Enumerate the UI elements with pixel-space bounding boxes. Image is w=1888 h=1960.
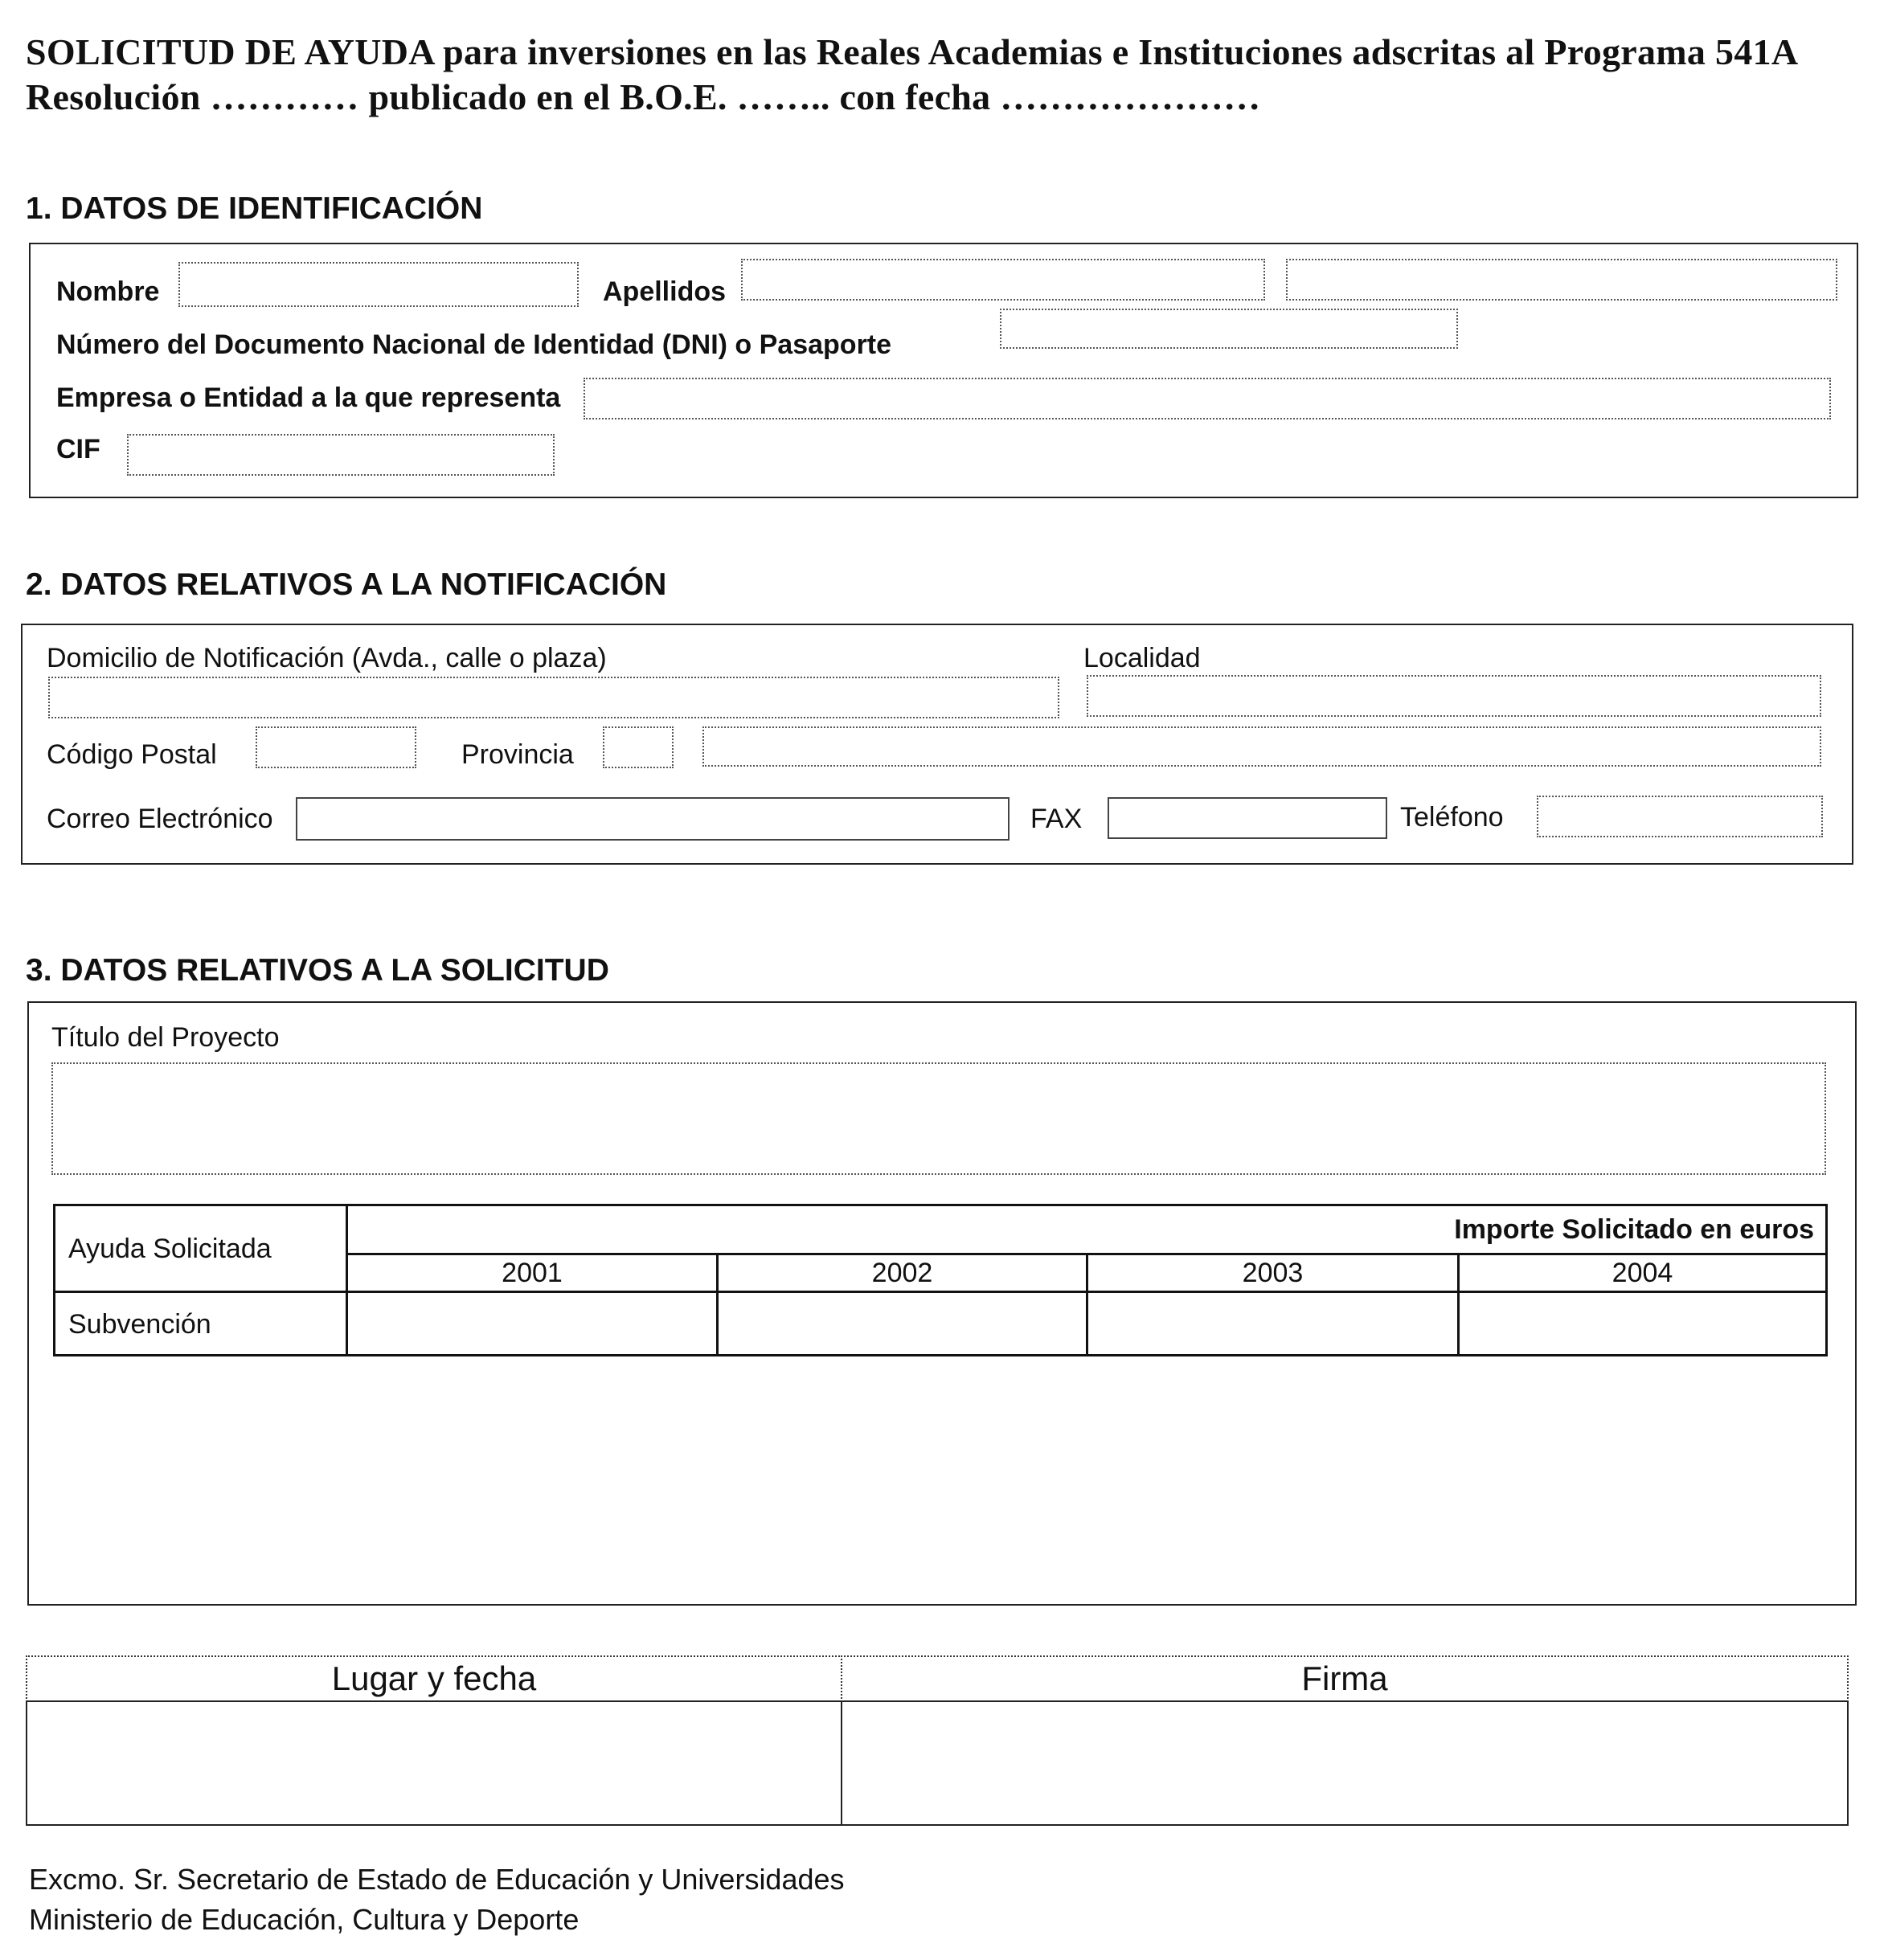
section-2-heading: 2. DATOS RELATIVOS A LA NOTIFICACIÓN <box>26 567 667 602</box>
fax-input[interactable] <box>1108 797 1387 839</box>
apellido1-input[interactable] <box>741 259 1265 301</box>
cif-input[interactable] <box>127 434 555 476</box>
nombre-input[interactable] <box>178 262 579 307</box>
importe-header-label: Importe Solicitado en euros <box>1454 1214 1814 1245</box>
localidad-label: Localidad <box>1083 643 1201 673</box>
signature-table <box>26 1655 1849 1826</box>
section-3-heading: 3. DATOS RELATIVOS A LA SOLICITUD <box>26 953 609 988</box>
year-header-cell <box>716 1253 1088 1293</box>
subvencion-2003-input[interactable] <box>1086 1291 1460 1356</box>
lugar-fecha-label: Lugar y fecha <box>331 1659 537 1697</box>
titulo-proyecto-label: Título del Proyecto <box>51 1022 280 1053</box>
localidad-input[interactable] <box>1087 675 1821 717</box>
subvencion-label: Subvención <box>68 1309 211 1340</box>
lugar-fecha-header-cell <box>26 1655 842 1702</box>
year-header-cell <box>1086 1253 1460 1293</box>
year-label: 2004 <box>1612 1258 1673 1288</box>
apellidos-label: Apellidos <box>603 276 727 307</box>
year-label: 2003 <box>1242 1258 1304 1288</box>
empresa-label: Empresa o Entidad a la que representa <box>56 383 561 413</box>
form-title-bold: SOLICITUD DE AYUDA <box>26 31 434 72</box>
fax-label: FAX <box>1030 804 1083 834</box>
resolution-line: Resolución ………… publicado en el B.O.E. …….. con fecha ………………… <box>26 76 1261 117</box>
form-title-rest: para inversiones en las Reales Academias e Instituciones adscritas al Programa 541A <box>443 31 1799 72</box>
importe-header-cell <box>346 1204 1828 1255</box>
ayuda-solicitada-label: Ayuda Solicitada <box>68 1234 272 1264</box>
correo-input[interactable] <box>296 797 1010 841</box>
firma-label: Firma <box>1301 1659 1388 1697</box>
firma-input[interactable] <box>841 1700 1849 1826</box>
funding-table <box>53 1204 1828 1356</box>
dni-label: Número del Documento Nacional de Identidad (DNI) o Pasaporte <box>56 329 892 360</box>
ayuda-solicitada-header-cell <box>53 1204 348 1293</box>
subvencion-2001-input[interactable] <box>346 1291 719 1356</box>
addressee-line-1: Excmo. Sr. Secretario de Estado de Educación y Universidades <box>29 1863 845 1896</box>
provincia-label: Provincia <box>461 739 574 770</box>
domicilio-input[interactable] <box>48 677 1059 718</box>
addressee-line-2: Ministerio de Educación, Cultura y Deporte <box>29 1903 580 1936</box>
firma-header-cell <box>841 1655 1849 1702</box>
subvencion-2002-input[interactable] <box>716 1291 1088 1356</box>
section-1-heading: 1. DATOS DE IDENTIFICACIÓN <box>26 191 483 226</box>
dni-input[interactable] <box>1000 309 1458 349</box>
year-header-cell <box>346 1253 719 1293</box>
telefono-label: Teléfono <box>1400 802 1504 833</box>
codigo-postal-input[interactable] <box>256 726 416 768</box>
telefono-input[interactable] <box>1537 796 1823 837</box>
year-header-cell <box>1457 1253 1828 1293</box>
lugar-fecha-input[interactable] <box>26 1700 842 1826</box>
provincia-code-input[interactable] <box>603 726 674 768</box>
empresa-input[interactable] <box>584 378 1831 419</box>
subvencion-2004-input[interactable] <box>1457 1291 1828 1356</box>
domicilio-label: Domicilio de Notificación (Avda., calle o plaza) <box>47 643 607 673</box>
cif-label: CIF <box>56 434 100 464</box>
year-label: 2001 <box>502 1258 563 1288</box>
form-title <box>26 31 1798 73</box>
nombre-label: Nombre <box>56 276 160 307</box>
titulo-proyecto-input[interactable] <box>51 1062 1826 1175</box>
correo-label: Correo Electrónico <box>47 804 273 834</box>
codigo-postal-label: Código Postal <box>47 739 217 770</box>
subvencion-label-cell <box>53 1291 348 1356</box>
apellido2-input[interactable] <box>1286 259 1837 301</box>
provincia-input[interactable] <box>702 726 1821 767</box>
year-label: 2002 <box>871 1258 933 1288</box>
